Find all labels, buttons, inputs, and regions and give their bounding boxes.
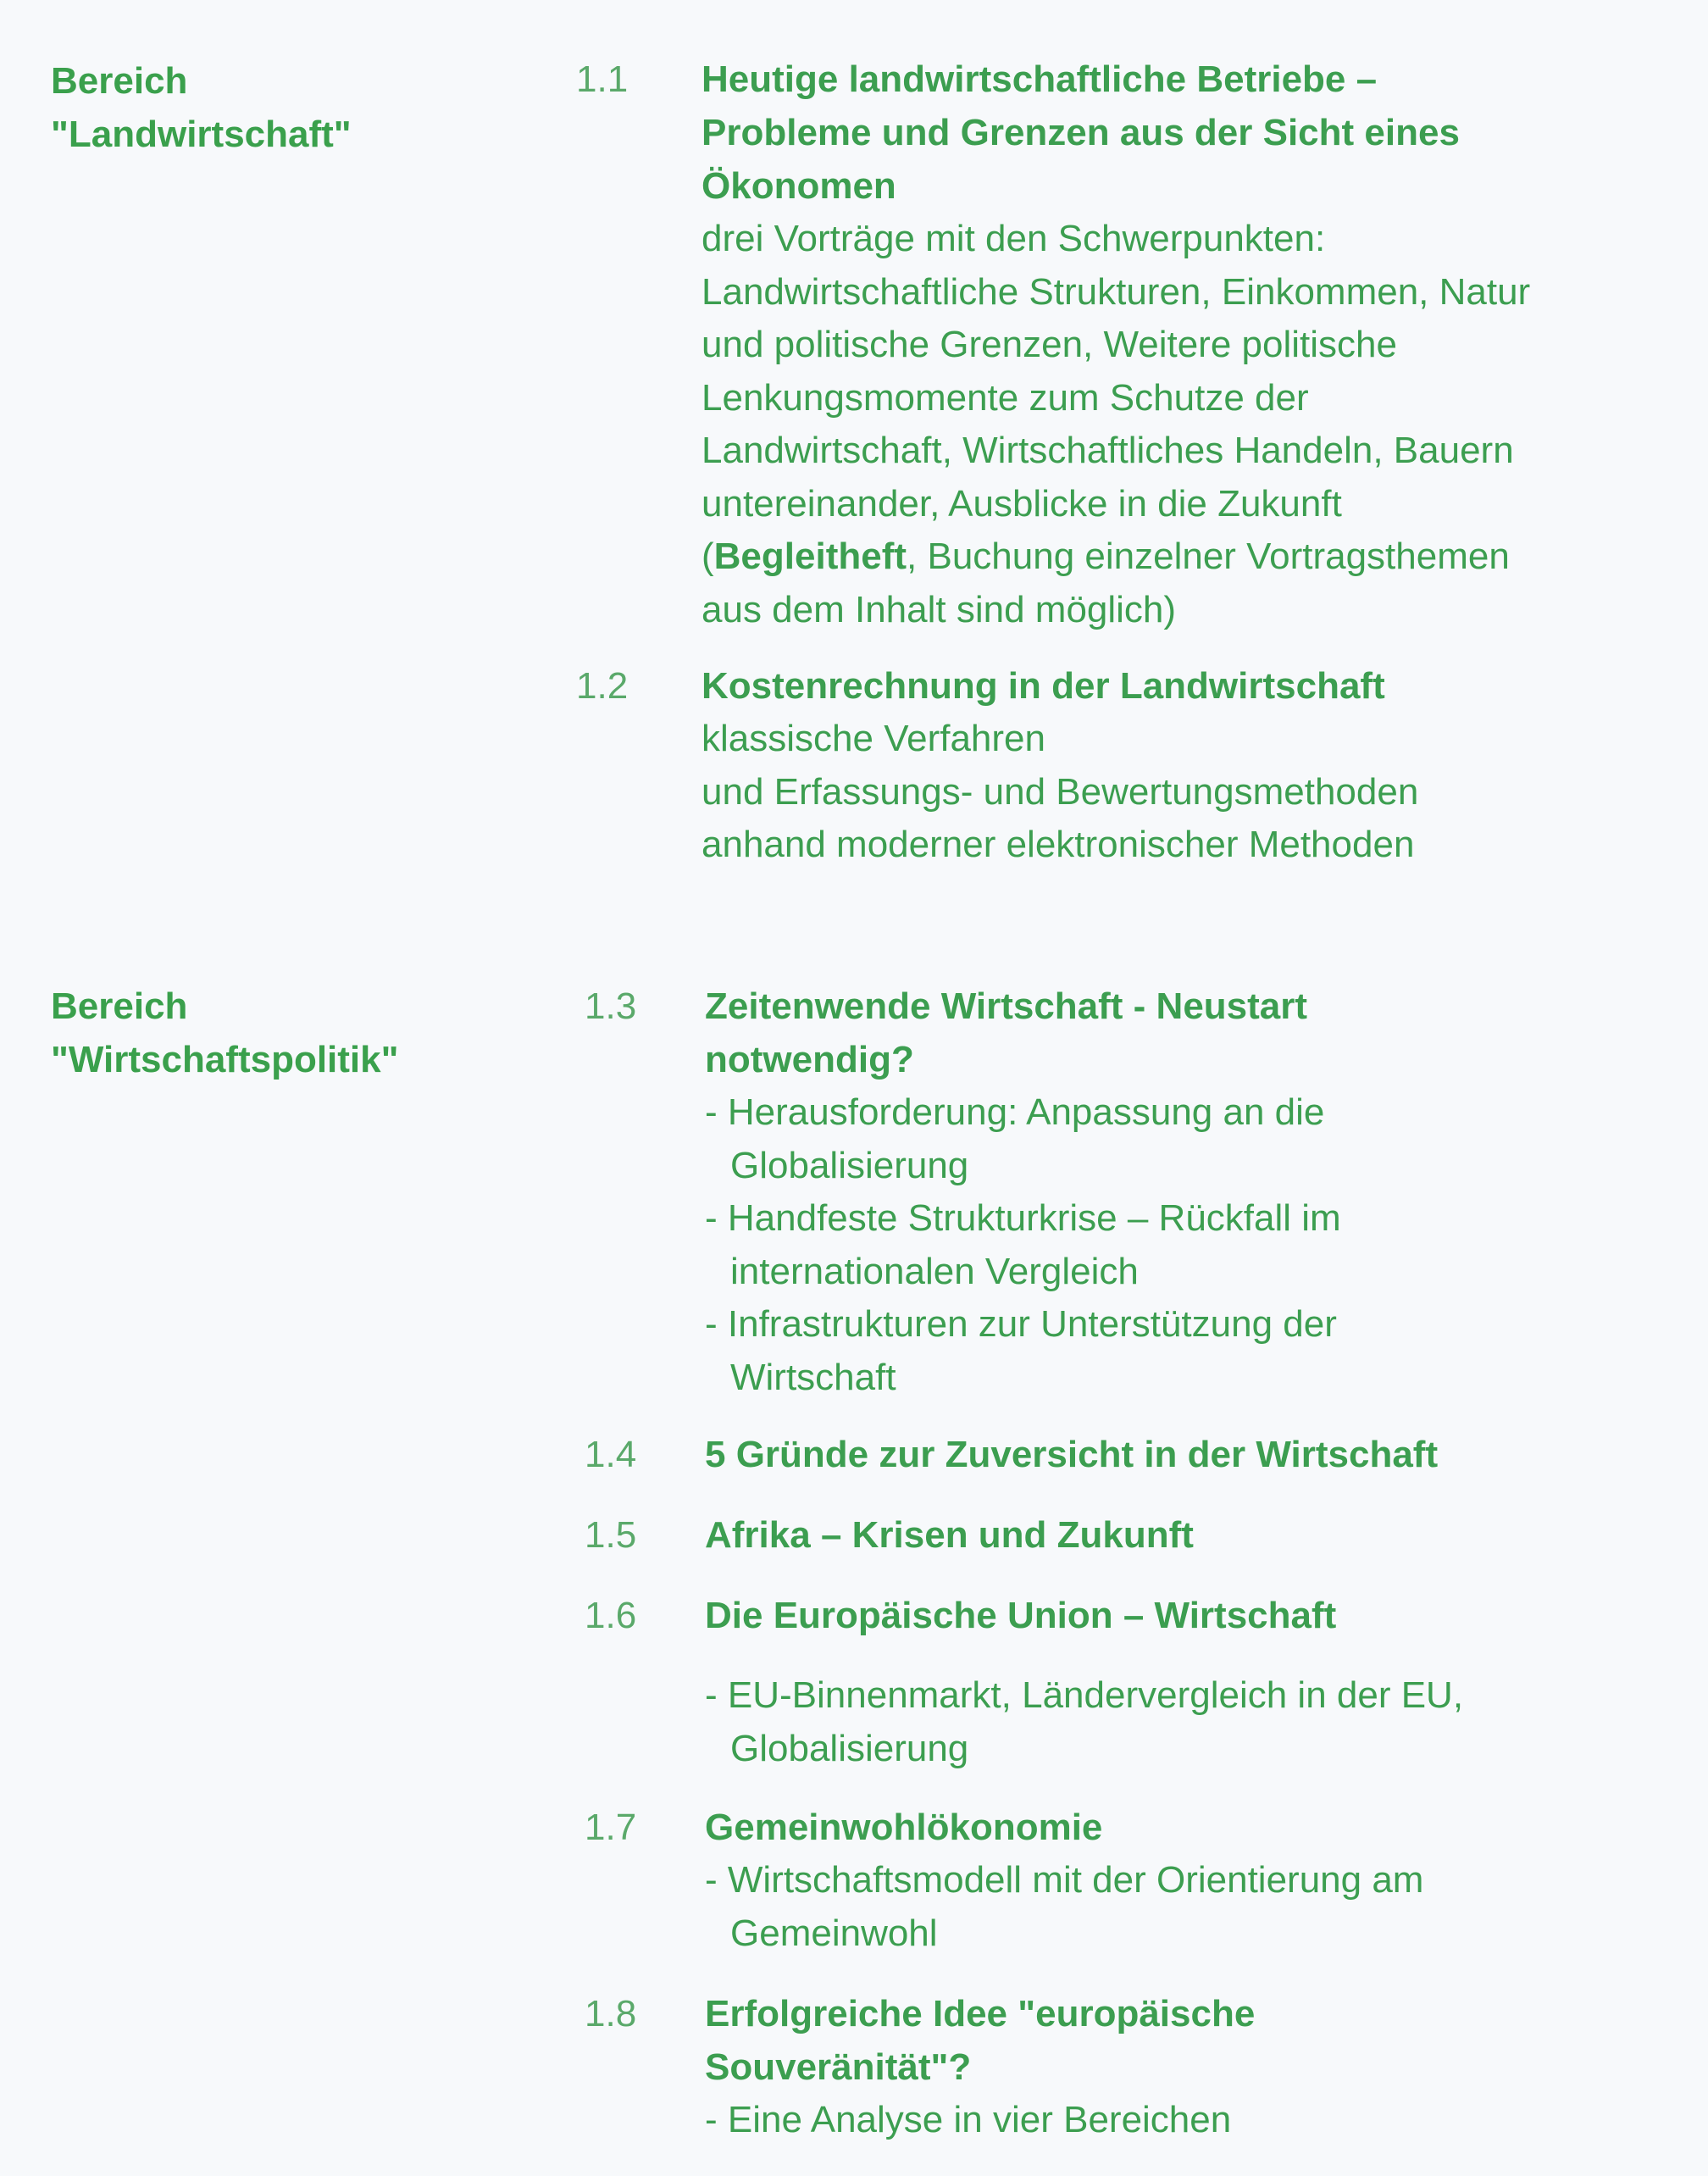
- bullet-line: internationalen Vergleich: [730, 1250, 1139, 1292]
- section-label-line: "Landwirtschaft": [51, 114, 352, 155]
- desc-line: drei Vorträge mit den Schwerpunkten:: [702, 218, 1326, 259]
- desc-line: und Erfassungs- und Bewertungsmethoden: [702, 770, 1419, 813]
- item-1-1: [702, 53, 1530, 636]
- title-line: notwendig?: [705, 1039, 914, 1080]
- item-1-7: [705, 1801, 1423, 1960]
- bullet-line: - Infrastrukturen zur Unterstützung der: [705, 1303, 1337, 1345]
- item-number: 1.4: [585, 1434, 637, 1475]
- paren: (: [702, 536, 714, 577]
- bullet-line: - Handfeste Strukturkrise – Rückfall im: [705, 1197, 1341, 1239]
- item-title: [705, 1801, 1423, 1854]
- desc-line: anhand moderner elektronischer Methoden: [702, 824, 1415, 865]
- bullet-list: [705, 1086, 1341, 1404]
- item-1-8: [705, 1987, 1255, 2147]
- desc-text: , Buchung einzelner Vortragsthemen: [907, 536, 1510, 577]
- section-label-line: "Wirtschaftspolitik": [51, 1039, 399, 1080]
- begleitheft-emphasis: Begleitheft: [713, 536, 907, 577]
- desc-line: untereinander, Ausblicke in die Zukunft: [702, 482, 1342, 525]
- title-line: Gemeinwohlökonomie: [705, 1807, 1103, 1848]
- bullet-list: [705, 1854, 1423, 1960]
- desc-line: und politische Grenzen, Weitere politische: [702, 324, 1397, 365]
- item-title: Die Europäische Union – Wirtschaft: [705, 1595, 1337, 1636]
- title-line: Zeitenwende Wirtschaft - Neustart: [705, 985, 1308, 1027]
- title-line: Ökonomen: [702, 165, 896, 207]
- item-1-2: [702, 659, 1418, 872]
- item-description: [702, 713, 1418, 872]
- item-title: [705, 980, 1341, 1086]
- title-line: Souveränität"?: [705, 2046, 972, 2088]
- bullet-list: [705, 2094, 1255, 2147]
- bullet-line: - EU-Binnenmarkt, Ländervergleich in der EU,: [705, 1674, 1464, 1716]
- title-line: Kostenrechnung in der Landwirtschaft: [702, 665, 1385, 707]
- item-1-3: [705, 980, 1341, 1404]
- desc-line: aus dem Inhalt sind möglich): [702, 588, 1177, 630]
- section-label-line: Bereich: [51, 60, 188, 102]
- desc-line: Landwirtschaft, Wirtschaftliches Handeln, Bauern: [702, 430, 1514, 471]
- item-number: 1.7: [585, 1807, 637, 1848]
- bullet-line: Globalisierung: [730, 1144, 969, 1186]
- title-line: Heutige landwirtschaftliche Betriebe –: [702, 58, 1378, 100]
- item-number: 1.2: [576, 665, 629, 707]
- desc-line: Lenkungsmomente zum Schutze der: [702, 376, 1309, 419]
- item-title: [702, 659, 1418, 713]
- bullet-line: - Herausforderung: Anpassung an die: [705, 1091, 1325, 1133]
- bullet-line: - Eine Analyse in vier Bereichen: [705, 2099, 1232, 2140]
- item-number: 1.8: [585, 1993, 637, 2034]
- desc-line: Landwirtschaftliche Strukturen, Einkommen, Natur: [702, 270, 1531, 313]
- section-label-landwirtschaft: [51, 54, 352, 161]
- item-title: 5 Gründe zur Zuversicht in der Wirtschaft: [705, 1434, 1439, 1475]
- desc-line: [702, 530, 1530, 584]
- item-title: [702, 53, 1530, 213]
- title-line: Erfolgreiche Idee "europäische: [705, 1993, 1256, 2034]
- item-description: [702, 213, 1530, 636]
- item-title: Afrika – Krisen und Zukunft: [705, 1514, 1194, 1556]
- bullet-line: - Wirtschaftsmodell mit der Orientierung am: [705, 1859, 1424, 1901]
- item-number: 1.6: [585, 1595, 637, 1636]
- item-number: 1.3: [585, 985, 637, 1027]
- item-number: 1.1: [576, 58, 629, 100]
- bullet-line: Gemeinwohl: [730, 1912, 938, 1954]
- section-label-wirtschaftspolitik: [51, 980, 398, 1086]
- desc-line: klassische Verfahren: [702, 718, 1045, 759]
- item-title: [705, 1987, 1255, 2094]
- title-line: Probleme und Grenzen aus der Sicht eines: [702, 112, 1460, 153]
- bullet-list: [705, 1669, 1463, 1775]
- section-label-line: Bereich: [51, 985, 188, 1027]
- bullet-line: Wirtschaft: [730, 1356, 896, 1398]
- item-number: 1.5: [585, 1514, 637, 1556]
- bullet-line: Globalisierung: [730, 1727, 969, 1769]
